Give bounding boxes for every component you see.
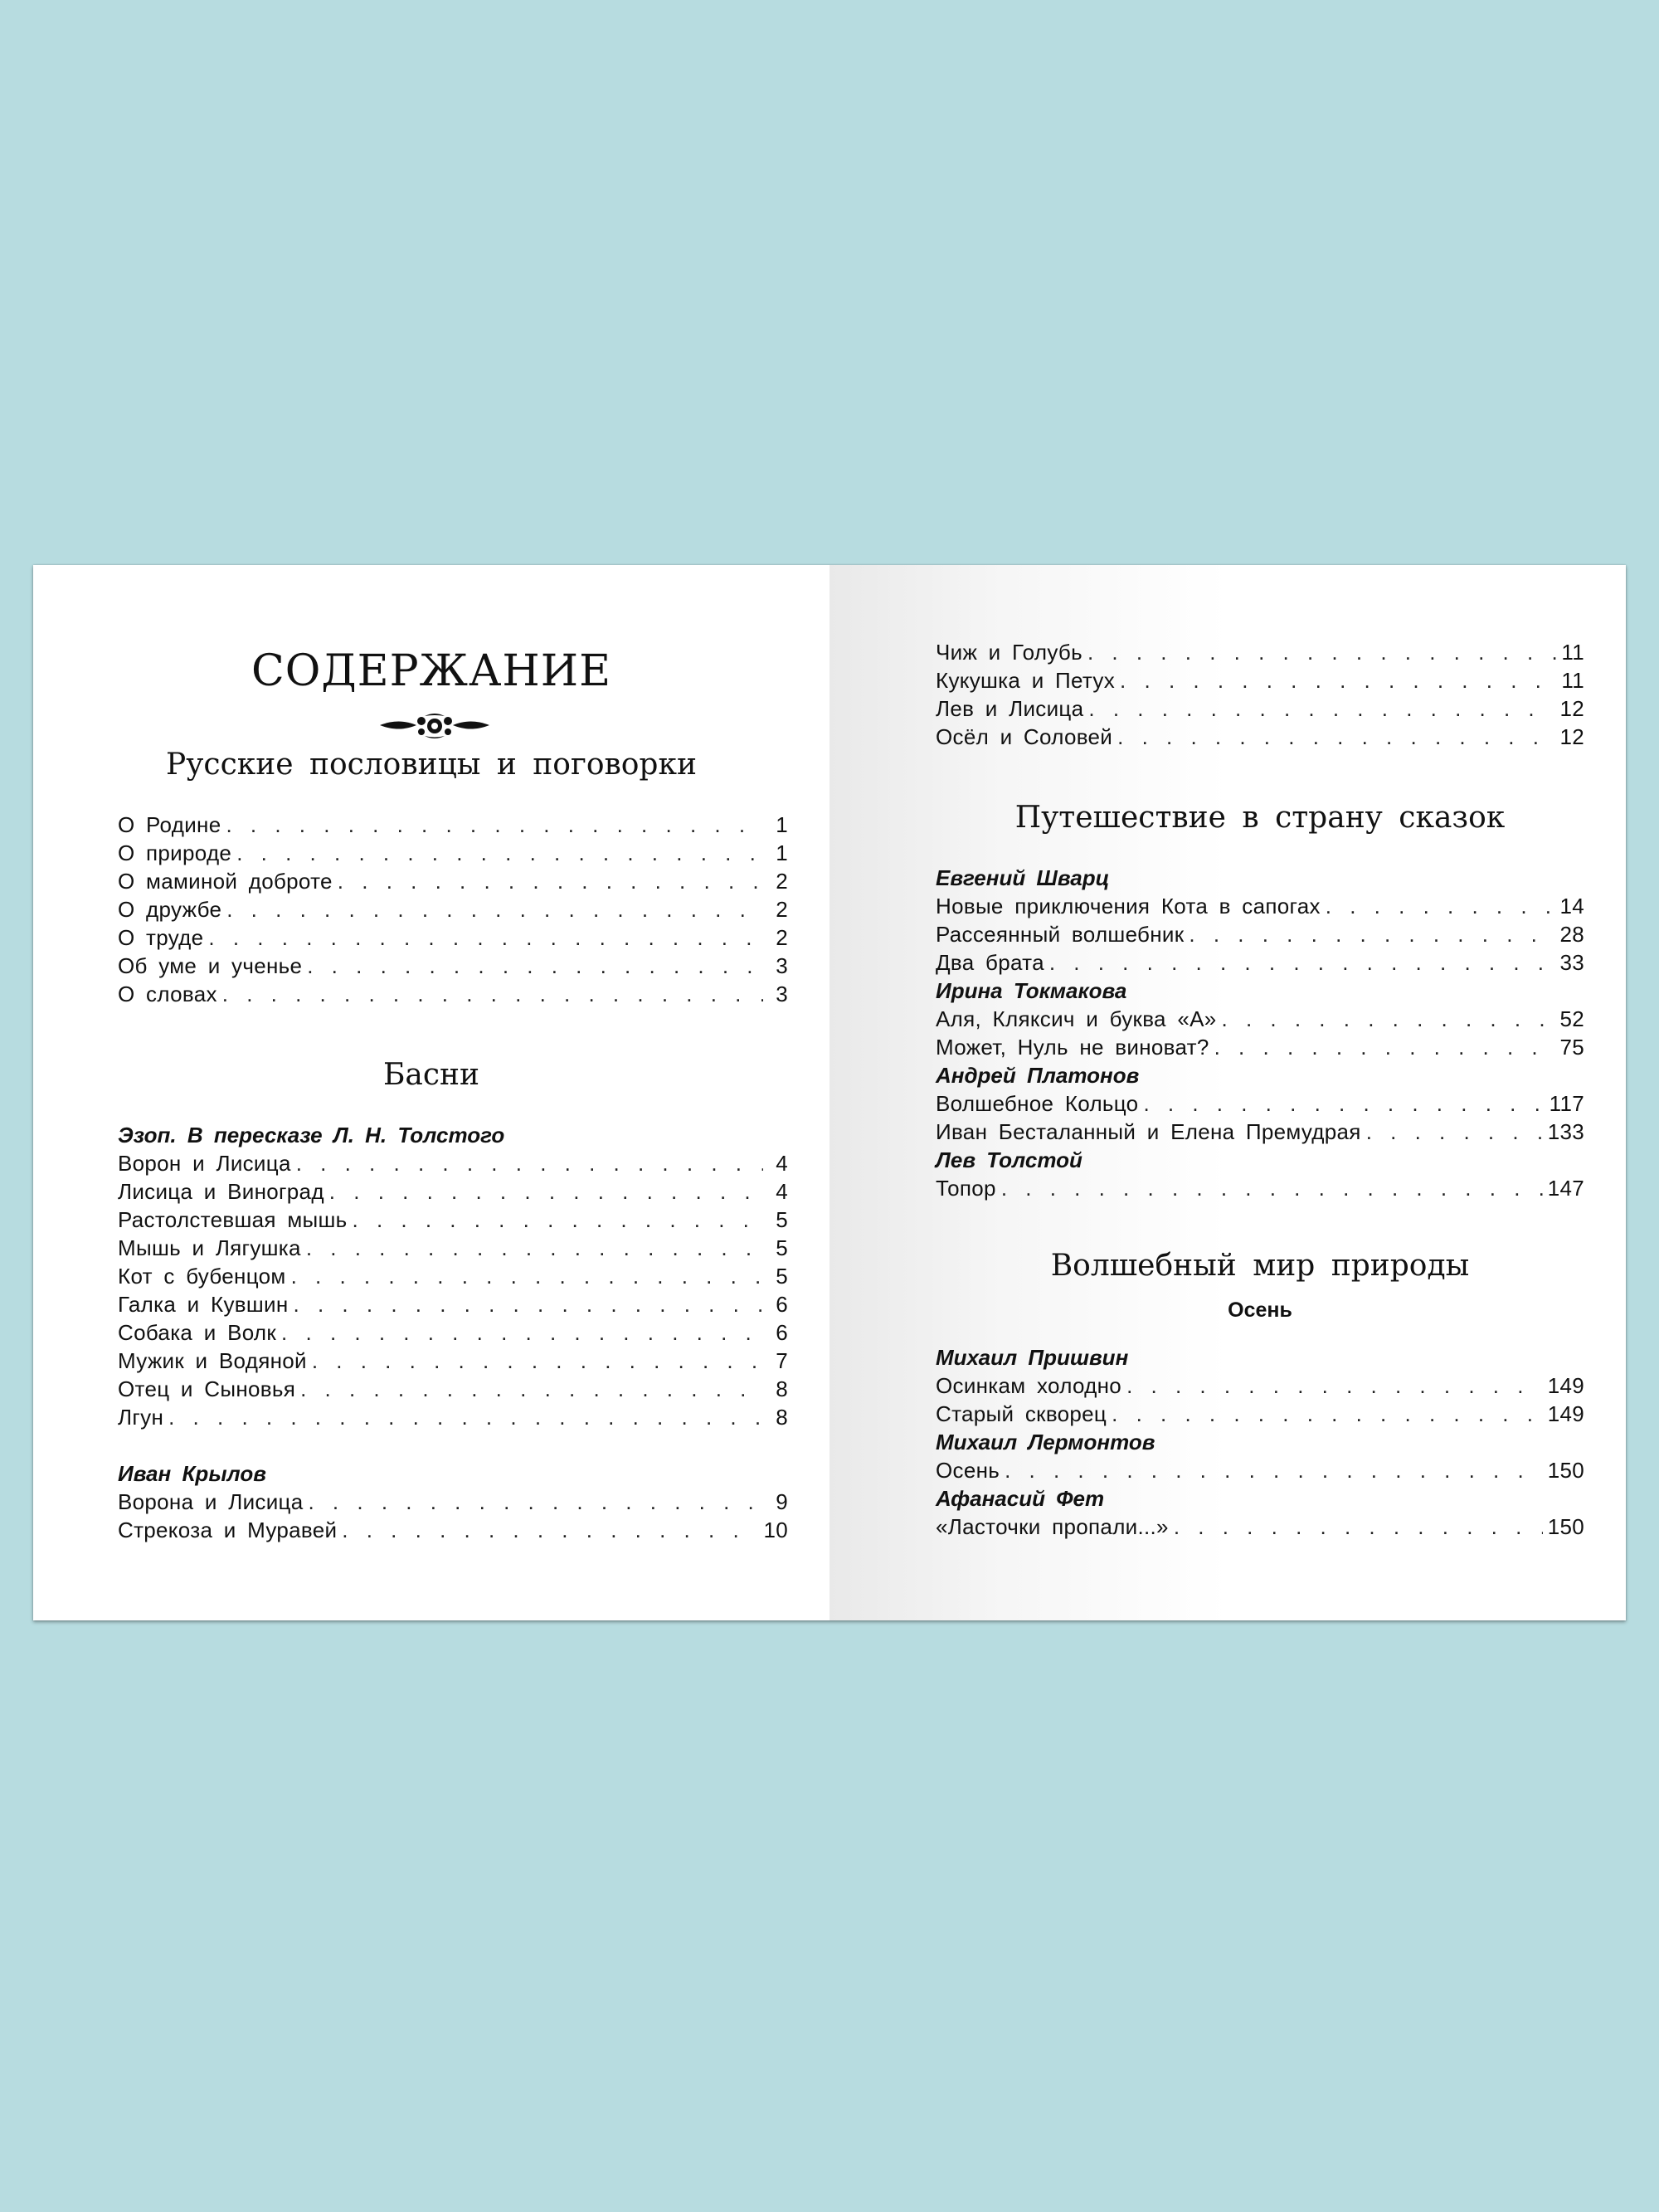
toc-list-krylov <box>118 1459 788 1544</box>
subsection-title-autumn: Осень <box>1228 1298 1292 1322</box>
entry-page: 133 <box>1547 1119 1584 1144</box>
entry-title: Топор <box>936 1176 996 1201</box>
toc-entry[interactable] <box>118 1347 788 1375</box>
entry-page: 2 <box>776 925 788 950</box>
toc-entry[interactable] <box>118 923 788 952</box>
entry-title: Лев и Лисица <box>936 696 1084 721</box>
ornament-icon <box>378 711 491 741</box>
toc-entry[interactable] <box>936 920 1584 948</box>
entry-page: 12 <box>1559 724 1584 749</box>
entry-title: Собака и Волк <box>118 1320 277 1345</box>
entry-title: Кукушка и Петух <box>936 668 1116 693</box>
toc-entry[interactable] <box>936 1513 1584 1541</box>
entry-page: 14 <box>1559 894 1584 918</box>
author-heading: Михаил Лермонтов <box>936 1430 1155 1454</box>
entry-title: Мышь и Лягушка <box>118 1235 301 1260</box>
entry-page: 5 <box>776 1264 788 1289</box>
entry-page: 150 <box>1547 1458 1584 1483</box>
entry-title: Лисица и Виноград <box>118 1179 324 1204</box>
toc-entry[interactable] <box>118 1403 788 1431</box>
toc-entry[interactable] <box>118 867 788 895</box>
author-heading: Эзоп. В пересказе Л. Н. Толстого <box>118 1123 505 1147</box>
entry-title: Стрекоза и Муравей <box>118 1518 338 1542</box>
entry-page: 11 <box>1561 640 1584 665</box>
entry-page: 5 <box>776 1207 788 1232</box>
toc-entry[interactable] <box>936 1400 1584 1428</box>
entry-title: Об уме и ученье <box>118 953 303 978</box>
entry-title: Новые приключения Кота в сапогах <box>936 894 1321 918</box>
author-heading: Андрей Платонов <box>936 1063 1140 1088</box>
toc-entry[interactable] <box>118 811 788 839</box>
entry-page: 5 <box>776 1235 788 1260</box>
entry-title: Галка и Кувшин <box>118 1292 289 1317</box>
entry-page: 4 <box>776 1151 788 1176</box>
entry-title: О маминой доброте <box>118 869 333 894</box>
section-title-proverbs: Русские пословицы и поговорки <box>166 748 697 782</box>
entry-page: 1 <box>776 840 788 865</box>
entry-page: 149 <box>1547 1373 1584 1398</box>
book-spread <box>33 565 1626 1620</box>
toc-entry[interactable] <box>118 952 788 980</box>
entry-page: 10 <box>763 1518 788 1542</box>
left-page <box>33 565 830 1620</box>
entry-title: Два брата <box>936 950 1044 975</box>
toc-list-fables <box>118 1121 788 1431</box>
toc-entry[interactable] <box>936 723 1584 751</box>
entry-title: Иван Бесталанный и Елена Премудрая <box>936 1119 1361 1144</box>
entry-title: Осинкам холодно <box>936 1373 1122 1398</box>
entry-title: Осень <box>936 1458 1000 1483</box>
entry-page: 9 <box>776 1489 788 1514</box>
toc-entry[interactable] <box>936 1089 1584 1118</box>
entry-title: Старый скворец <box>936 1401 1107 1426</box>
entry-title: Осёл и Соловей <box>936 724 1113 749</box>
toc-entry[interactable] <box>118 1262 788 1290</box>
toc-entry[interactable] <box>936 666 1584 694</box>
entry-page: 1 <box>776 812 788 837</box>
entry-page: 7 <box>776 1348 788 1373</box>
toc-list-journey <box>936 864 1584 1202</box>
contents-title: СОДЕРЖАНИЕ <box>251 646 612 696</box>
toc-entry[interactable] <box>118 839 788 867</box>
entry-title: Аля, Кляксич и буква «А» <box>936 1006 1217 1031</box>
author-heading: Ирина Токмакова <box>936 978 1127 1003</box>
entry-title: О труде <box>118 925 204 950</box>
toc-entry[interactable] <box>936 948 1584 977</box>
toc-list-continued <box>936 638 1584 751</box>
toc-entry[interactable] <box>936 1033 1584 1061</box>
toc-entry[interactable] <box>118 895 788 923</box>
toc-entry[interactable] <box>118 1318 788 1347</box>
entry-title: Может, Нуль не виноват? <box>936 1035 1209 1060</box>
entry-title: Волшебное Кольцо <box>936 1091 1139 1116</box>
toc-entry[interactable] <box>936 1174 1584 1202</box>
section-title-fables: Басни <box>382 1058 480 1092</box>
entry-title: Ворона и Лисица <box>118 1489 304 1514</box>
section-title-journey: Путешествие в страну сказок <box>1014 801 1506 835</box>
toc-entry[interactable] <box>936 694 1584 723</box>
toc-entry[interactable] <box>118 1177 788 1206</box>
toc-entry[interactable] <box>936 1118 1584 1146</box>
toc-entry[interactable] <box>936 1372 1584 1400</box>
entry-title: Рассеянный волшебник <box>936 922 1185 947</box>
entry-page: 147 <box>1547 1176 1584 1201</box>
toc-entry[interactable] <box>118 1488 788 1516</box>
author-heading: Михаил Пришвин <box>936 1345 1129 1370</box>
entry-page: 3 <box>776 982 788 1006</box>
entry-page: 52 <box>1559 1006 1584 1031</box>
entry-title: О словах <box>118 982 217 1006</box>
entry-page: 8 <box>776 1405 788 1430</box>
entry-page: 2 <box>776 869 788 894</box>
toc-entry[interactable] <box>118 1234 788 1262</box>
toc-entry[interactable] <box>936 638 1584 666</box>
entry-title: О Родине <box>118 812 221 837</box>
right-page <box>830 565 1626 1620</box>
entry-page: 149 <box>1547 1401 1584 1426</box>
entry-page: 2 <box>776 897 788 922</box>
entry-page: 33 <box>1559 950 1584 975</box>
toc-entry[interactable] <box>936 1456 1584 1484</box>
entry-page: 6 <box>776 1292 788 1317</box>
entry-title: О природе <box>118 840 232 865</box>
toc-entry[interactable] <box>936 1005 1584 1033</box>
entry-page: 117 <box>1549 1091 1584 1116</box>
toc-entry[interactable] <box>118 1375 788 1403</box>
entry-title: Мужик и Водяной <box>118 1348 307 1373</box>
author-heading: Лев Толстой <box>936 1147 1082 1172</box>
entry-page: 8 <box>776 1376 788 1401</box>
entry-title: О дружбе <box>118 897 222 922</box>
entry-page: 4 <box>776 1179 788 1204</box>
toc-entry[interactable] <box>118 1206 788 1234</box>
entry-page: 150 <box>1547 1514 1584 1539</box>
entry-page: 28 <box>1559 922 1584 947</box>
toc-entry[interactable] <box>118 980 788 1008</box>
entry-page: 3 <box>776 953 788 978</box>
toc-entry[interactable] <box>936 892 1584 920</box>
entry-title: «Ласточки пропали...» <box>936 1514 1169 1539</box>
author-heading: Афанасий Фет <box>936 1486 1105 1511</box>
entry-title: Чиж и Голубь <box>936 640 1082 665</box>
toc-list-nature <box>936 1343 1584 1541</box>
entry-title: Лгун <box>118 1405 164 1430</box>
entry-title: Растолстевшая мышь <box>118 1207 348 1232</box>
toc-entry[interactable] <box>118 1516 788 1544</box>
entry-page: 12 <box>1559 696 1584 721</box>
entry-title: Ворон и Лисица <box>118 1151 291 1176</box>
author-heading: Иван Крылов <box>118 1461 266 1486</box>
toc-entry[interactable] <box>118 1149 788 1177</box>
toc-entry[interactable] <box>118 1290 788 1318</box>
entry-page: 11 <box>1561 668 1584 693</box>
entry-page: 6 <box>776 1320 788 1345</box>
section-title-nature: Волшебный мир природы <box>1050 1249 1470 1283</box>
entry-title: Кот с бубенцом <box>118 1264 286 1289</box>
toc-list-proverbs <box>118 811 788 1008</box>
entry-title: Отец и Сыновья <box>118 1376 296 1401</box>
entry-page: 75 <box>1559 1035 1584 1060</box>
author-heading: Евгений Шварц <box>936 865 1110 890</box>
